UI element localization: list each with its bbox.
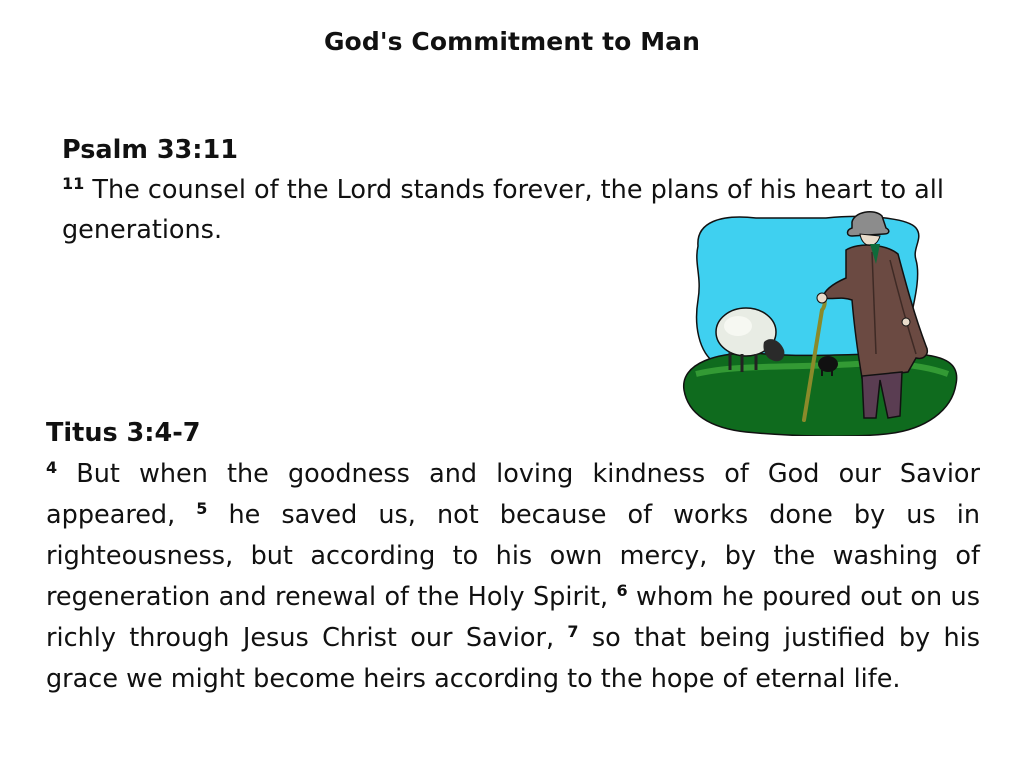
shepherd-with-sheep-icon bbox=[676, 204, 962, 436]
verse-number: 5 bbox=[196, 499, 208, 518]
verse-number: 7 bbox=[567, 622, 579, 641]
verse-text: whom he poured out on us richly through Jesus Christ our Savior, bbox=[46, 582, 980, 653]
psalm-reference: Psalm 33:11 bbox=[62, 135, 238, 165]
verse-text: he saved us, not because of works done by us in righteousness, but according to his own mercy, by the washing of regeneration and renewal of the Holy Spirit, bbox=[46, 500, 980, 612]
verse-text: so that being justified by his grace we might become heirs according to the hope of eternal life. bbox=[46, 623, 980, 694]
slide-title: God's Commitment to Man bbox=[323, 27, 701, 56]
verse-number: 6 bbox=[616, 581, 628, 600]
verse-text: But when the goodness and loving kindness of God our Savior appeared, bbox=[46, 459, 980, 530]
titus-passage bbox=[46, 413, 980, 700]
verse-number: 4 bbox=[46, 458, 58, 477]
titus-reference: Titus 3:4-7 bbox=[46, 418, 201, 448]
verse-text: The counsel of the Lord stands forever, the plans of his heart to all generations. bbox=[62, 175, 944, 245]
verse-number: 11 bbox=[62, 174, 85, 193]
